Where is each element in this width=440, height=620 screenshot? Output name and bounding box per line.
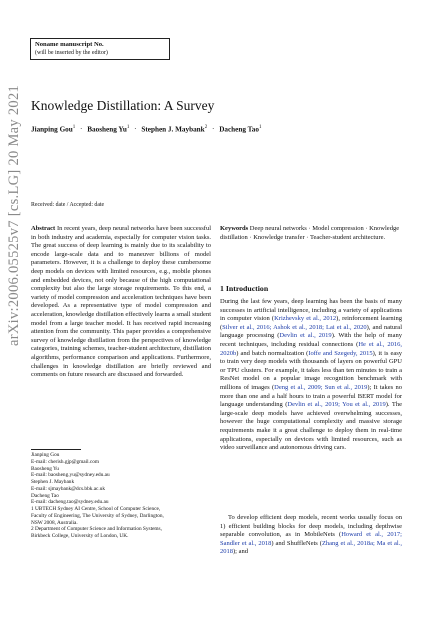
citation-link[interactable]: Howard et al., 2017; Sandler et al., 2018 [220,531,402,547]
footnote-line: 1 UBTECH Sydney AI Centre, School of Computer Science, [31,506,161,512]
footnote-line: 2 Department of Computer Science and Information Systems, [31,526,162,533]
abstract-text: In recent years, deep neural networks have been successful in both industry and academia, especially for computer vision tasks. The great success of deep learning is mainly due to its scalability to encode large-scale data and to maneuver billions of model parameters. However, it is a challenge to deploy these cumbersome deep models on devices with limited resources, e.g., mobile phones and embedded devices, not only because of the high computational complexity but also the large storage requirements. To this end, a variety of model compression and acceleration techniques have been developed. As a representative type of model compression and acceleration, knowledge distillation effectively learns a small student model from a large teacher model. It has received rapid increasing attention from the community. This paper provides a comprehensive survey of knowledge distillation from the perspectives of knowledge categories, training schemes, teacher-student architecture, distillation algorithms, performance comparison and applications. Furthermore, challenges in knowledge distillation are briefly reviewed and comments on future research are discussed and forwarded. [31,225,211,379]
footnote-line: Faculty of Engineering, The University of Sydney, Darlington, [31,512,164,519]
author-affiliation-mark: 1 [258,125,262,130]
footnote-rule [31,449,81,450]
arxiv-identifier: arXiv:2006.05525v7 [cs.LG] 20 May 2021 [6,84,22,346]
keywords-text: Deep neural networks · Model compression · Knowledge distillation · Knowledge transfer · Teacher-student architecture. [220,225,400,241]
body-text: ); It takes no more than one and a half hours to train a powerful BERT model for language understanding ( [220,383,402,409]
abstract-label: Abstract [31,225,56,232]
citation-link[interactable]: Devlin et al., 2019; You et al., 2019 [287,401,386,409]
footnote-line: E-mail: sjmaybank@dcs.bbk.ac.uk [31,485,106,492]
body-text: ), it is easy to train very deep models with thousands of layers on powerful GPU or TPU clusters. For example, it takes less than ten minutes to train a ResNet model on a popular image recognition benchmark with millions of images ( [220,349,403,391]
body-text: ) and batch normalization ( [236,349,309,357]
author-name: Jianping Gou [31,125,73,134]
citation-link[interactable]: Zhang et al., 2018a; Ma et al., 2018 [220,539,402,556]
keywords-label: Keywords [220,225,249,232]
received-date: Received: date / Accepted: date [31,202,105,208]
body-text: ), reinforcement learning ( [220,315,402,331]
section-heading: 1 Introduction [220,284,269,293]
author-affiliation-mark: 1 [72,125,76,130]
abstract-block [31,225,211,380]
body-text: ). The large-scale deep models have achieved overwhelming successes, however the huge computational complexity and massive storage requirements make it a great challenge to deploy them in real-time applications, especially on devices with limited resources, such as video surveillance and autonomous driving cars. [220,401,402,452]
citation-link[interactable]: Deng et al., 2009; Sun et al., 2019 [274,383,368,391]
author-name: Baosheng Yu [87,125,127,134]
author-affiliation-mark: 1 [126,125,130,130]
author-list [31,125,261,133]
footnote-line: E-mail: dacheng.tao@sydney.edu.au [31,499,109,506]
citation-link[interactable]: He et al., 2016, 2020b [220,340,402,357]
footnote-line: Birkbeck College, University of London, UK. [31,533,129,539]
manuscript-number: Noname manuscript No. [35,41,104,48]
footnote-line: E-mail: baosheng.yu@sydney.edu.au [31,472,110,479]
intro-paragraph-text [220,514,402,557]
intro-paragraph-text [220,298,402,453]
footnote-line: Dacheng Tao [31,492,59,499]
body-text: ). With the help of many recent techniques, including residual connections ( [220,332,402,348]
author-name: Dacheng Tao [219,125,259,134]
citation-link[interactable]: Krizhevsky et al., 2012 [274,315,337,323]
keywords-block [220,225,402,242]
footnote-line: NSW 2008, Australia. [31,519,78,526]
author-affiliation-mark: 2 [204,125,208,130]
manuscript-box [30,38,170,60]
footnote-line: Baosheng Yu [31,465,59,472]
author-separator: · [80,125,83,134]
paper-title: Knowledge Distillation: A Survey [31,98,215,113]
body-text: ) and ShuffleNets ( [271,539,322,547]
intro-paragraph-1 [220,298,402,453]
citation-link[interactable]: Devlin et al., 2019 [279,332,332,340]
body-text: ), and natural language processing ( [220,323,402,340]
citation-link[interactable]: Silver et al., 2016; Ashok et al., 2018; Lai et al., 2020 [222,323,367,331]
footnote-line: Jianping Gou [31,452,60,458]
footnote-line: Stephen J. Maybank [31,479,75,485]
body-text: ); and [233,548,248,556]
intro-paragraph-2 [220,514,402,557]
body-text: To develop efficient deep models, recent works usually focus on 1) efficient building blocks for deep models, including depthwise separable convolution, as in MobileNets ( [220,514,402,539]
author-separator: · [211,125,215,134]
author-separator: · [134,125,137,134]
author-name: Stephen J. Maybank [141,125,205,134]
footnote-line: E-mail: cherish.gjp@gmail.com [31,458,99,465]
citation-link[interactable]: Ioffe and Szegedy, 2015 [308,349,373,357]
footnotes [31,452,211,540]
manuscript-note: (will be inserted by the editor) [35,50,108,56]
body-text: During the last few years, deep learning has been the basis of many successes in artificial intelligence, including a variety of applications in computer vision ( [220,298,402,323]
